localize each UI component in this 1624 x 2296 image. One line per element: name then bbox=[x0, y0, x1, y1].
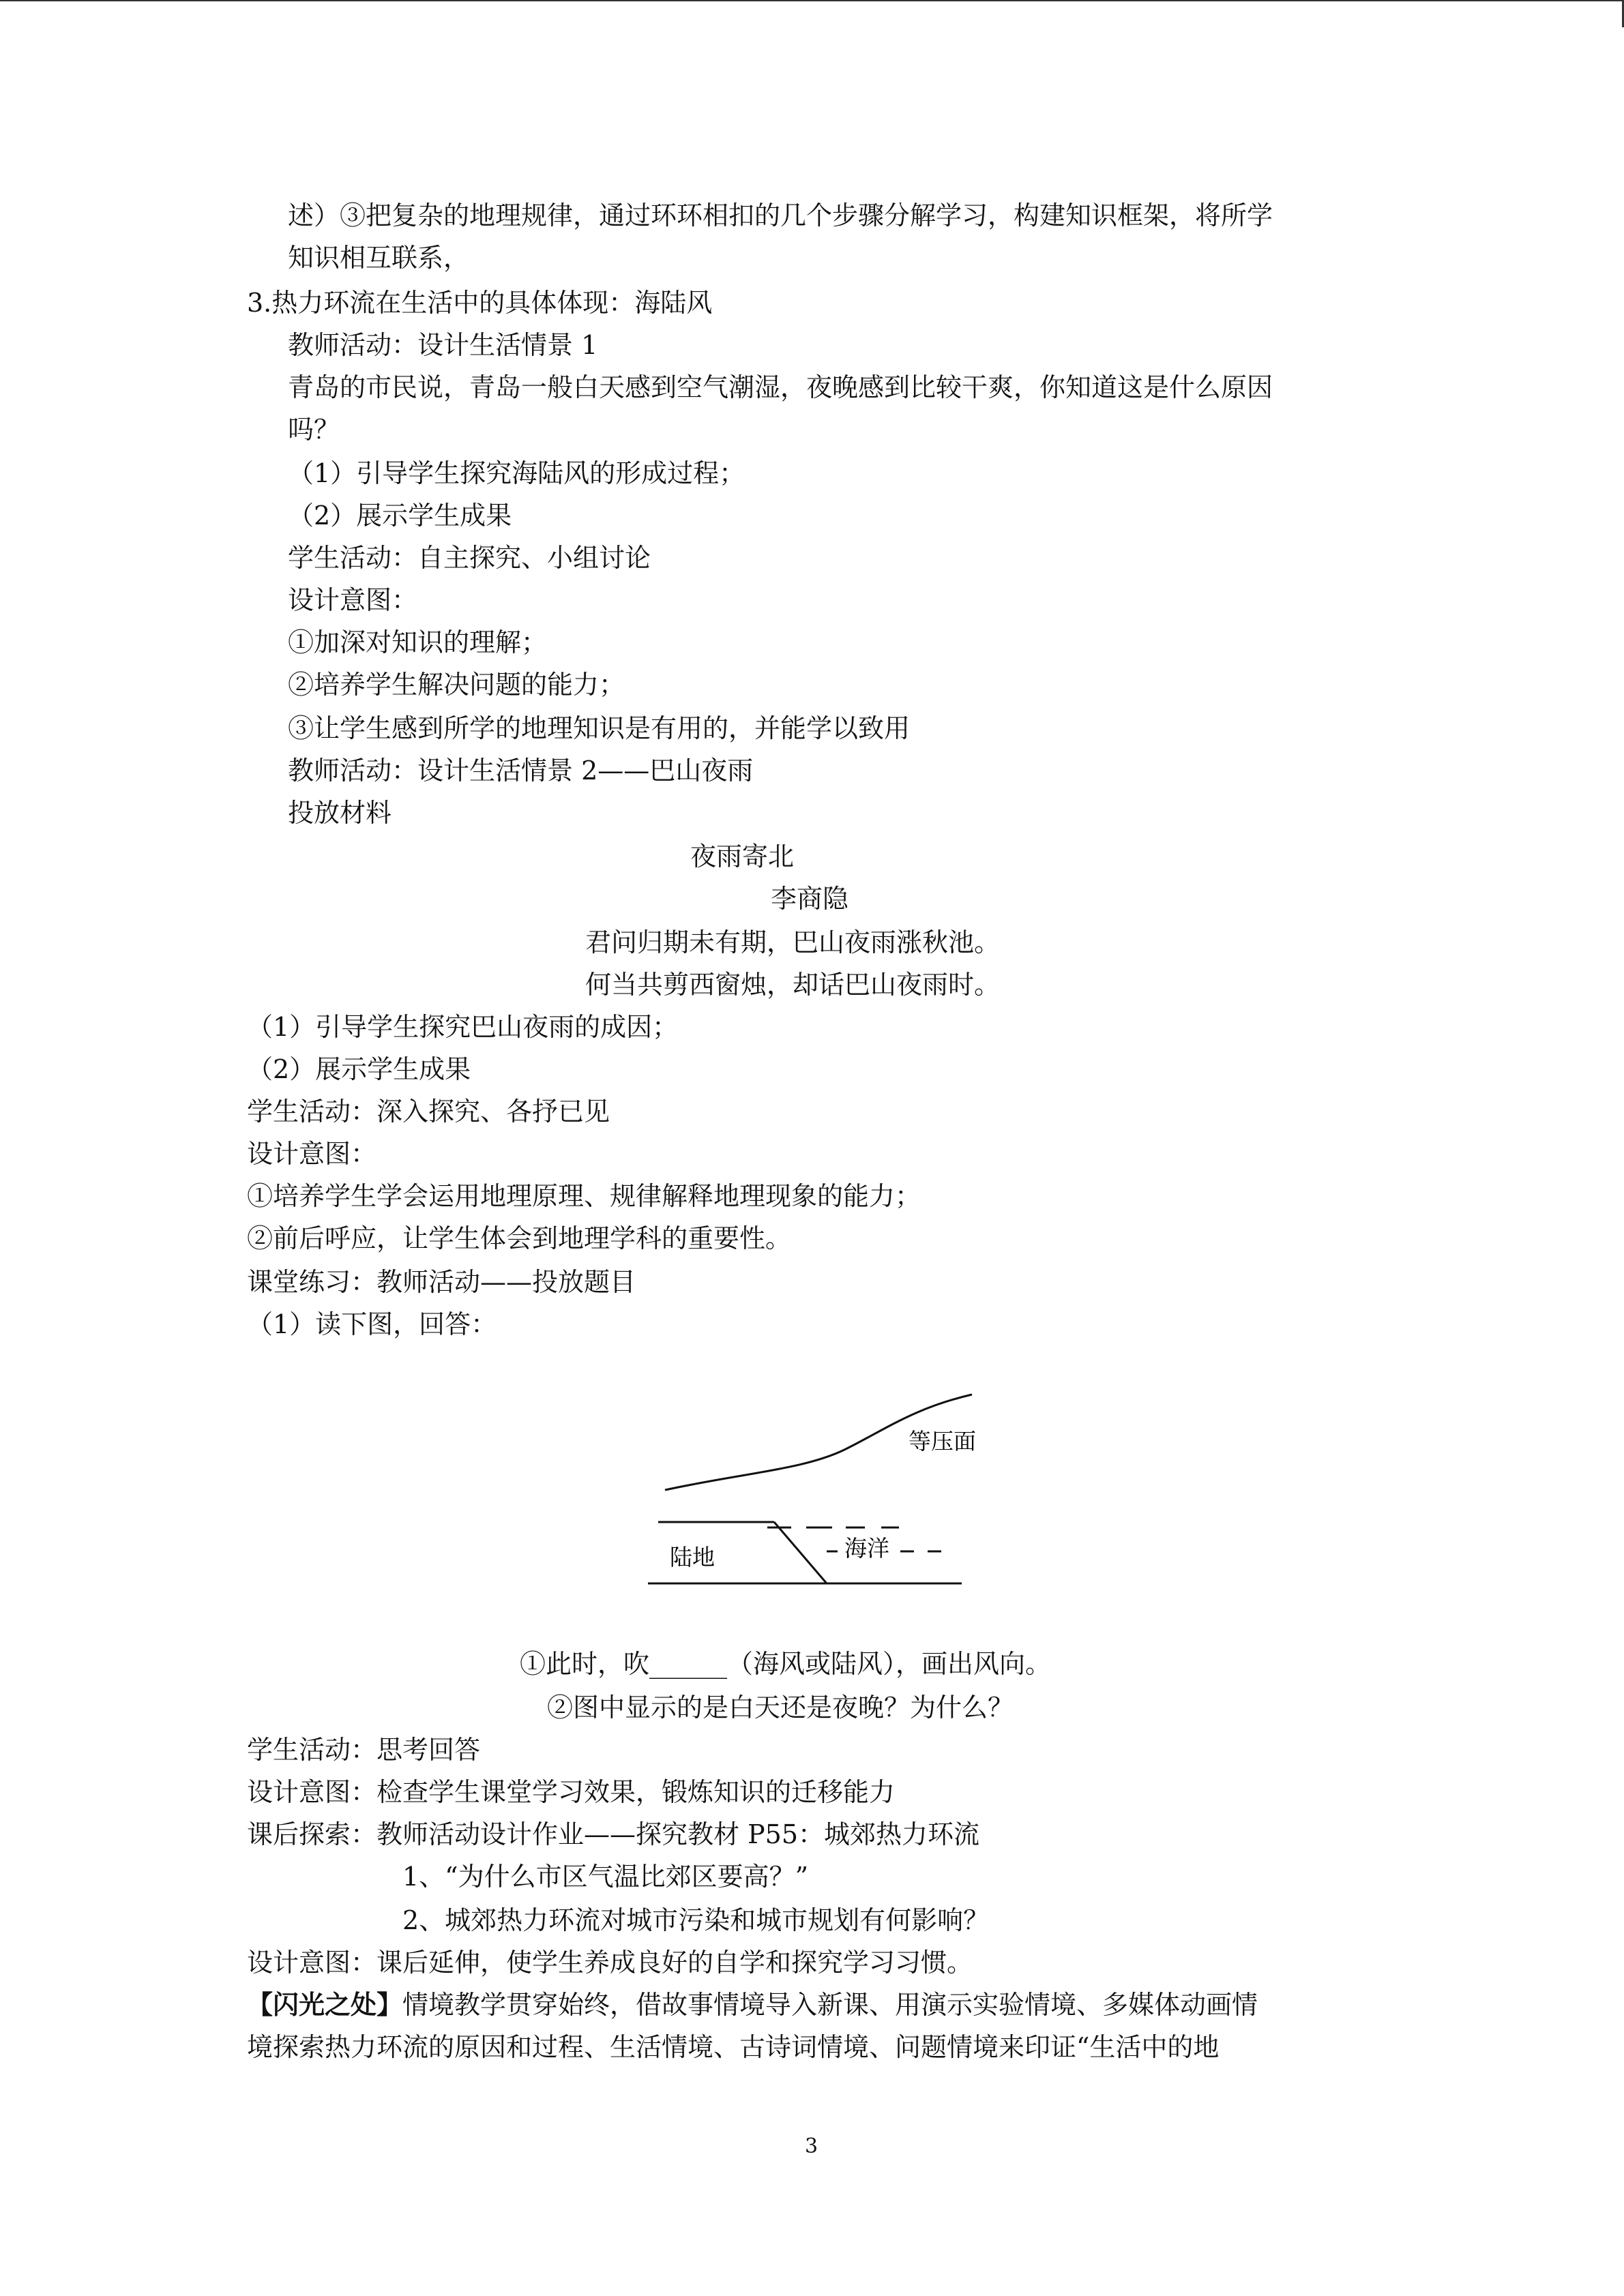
text-line: （2）展示学生成果 bbox=[288, 501, 512, 531]
question-line: ②图中显示的是白天还是夜晚？为什么？ bbox=[547, 1693, 1014, 1723]
coast-slope bbox=[774, 1522, 827, 1583]
question-line: ①此时，吹______（海风或陆风），画出风向。 bbox=[520, 1649, 1052, 1679]
text-line: ①加深对知识的理解； bbox=[288, 627, 548, 657]
text-line: ③让学生感到所学的地理知识是有用的，并能学以致用 bbox=[288, 713, 911, 743]
section-heading: 3.热力环流在生活中的具体体现：海陆风 bbox=[247, 288, 713, 318]
text-line: 述）③把复杂的地理规律，通过环环相扣的几个步骤分解学习，构建知识框架，将所学 bbox=[288, 200, 1273, 230]
text-line: 2、城郊热力环流对城市污染和城市规划有何影响？ bbox=[402, 1905, 990, 1935]
isobar-diagram bbox=[628, 1384, 982, 1609]
ocean-label: 海洋 bbox=[844, 1535, 889, 1562]
text-line: （1）引导学生探究巴山夜雨的成因； bbox=[247, 1012, 679, 1042]
text-line: 吗？ bbox=[288, 415, 340, 445]
isobar-label: 等压面 bbox=[909, 1428, 976, 1455]
text-line: （2）展示学生成果 bbox=[247, 1054, 471, 1084]
text-line: （1）引导学生探究海陆风的形成过程； bbox=[288, 458, 745, 488]
highlight-label: 【闪光之处】 bbox=[247, 1989, 403, 2020]
text-line: 课后探索：教师活动设计作业——探究教材 P55：城郊热力环流 bbox=[247, 1819, 980, 1849]
poem-title: 夜雨寄北 bbox=[690, 841, 795, 871]
page-number: 3 bbox=[805, 2134, 818, 2158]
text-line: ②前后呼应，让学生体会到地理学科的重要性。 bbox=[247, 1223, 792, 1253]
text-line: 学生活动：思考回答 bbox=[247, 1735, 481, 1765]
text-line: 设计意图： bbox=[247, 1139, 377, 1169]
poem-verse: 何当共剪西窗烛，却话巴山夜雨时。 bbox=[585, 970, 1001, 1000]
text-line: 知识相互联系， bbox=[288, 243, 470, 273]
text-line: 境探索热力环流的原因和过程、生活情境、古诗词情境、问题情境来印证“生活中的地 bbox=[247, 2032, 1220, 2062]
text-line: 设计意图： bbox=[288, 585, 418, 615]
text-line: 青岛的市民说，青岛一般白天感到空气潮湿，夜晚感到比较干爽，你知道这是什么原因 bbox=[288, 372, 1273, 402]
page-top-border bbox=[0, 0, 1624, 1]
poem-verse: 君问归期未有期，巴山夜雨涨秋池。 bbox=[585, 927, 1001, 957]
text-line: 学生活动：深入探究、各抒已见 bbox=[247, 1097, 610, 1127]
text-line: 设计意图：检查学生课堂学习效果，锻炼知识的迁移能力 bbox=[247, 1777, 896, 1807]
land-label: 陆地 bbox=[670, 1544, 715, 1570]
text-line: ②培养学生解决问题的能力； bbox=[288, 670, 625, 700]
text-line: 课堂练习：教师活动——投放题目 bbox=[247, 1267, 636, 1297]
text-line: 教师活动：设计生活情景 1 bbox=[288, 330, 598, 360]
highlight-paragraph bbox=[247, 1988, 1258, 2021]
highlight-text: 情境教学贯穿始终，借故事情境导入新课、用演示实验情境、多媒体动画情 bbox=[402, 1990, 1258, 2020]
text-line: ①培养学生学会运用地理原理、规律解释地理现象的能力； bbox=[247, 1181, 921, 1211]
text-line: 设计意图：课后延伸，使学生养成良好的自学和探究学习习惯。 bbox=[247, 1948, 973, 1978]
text-line: 1、“为什么市区气温比郊区要高？” bbox=[402, 1862, 809, 1892]
poem-author: 李商隐 bbox=[771, 884, 849, 914]
text-line: （1）读下图，回答： bbox=[247, 1309, 497, 1339]
text-line: 教师活动：设计生活情景 2——巴山夜雨 bbox=[288, 756, 754, 786]
text-line: 学生活动：自主探究、小组讨论 bbox=[288, 543, 651, 573]
text-line: 投放材料 bbox=[288, 798, 392, 828]
